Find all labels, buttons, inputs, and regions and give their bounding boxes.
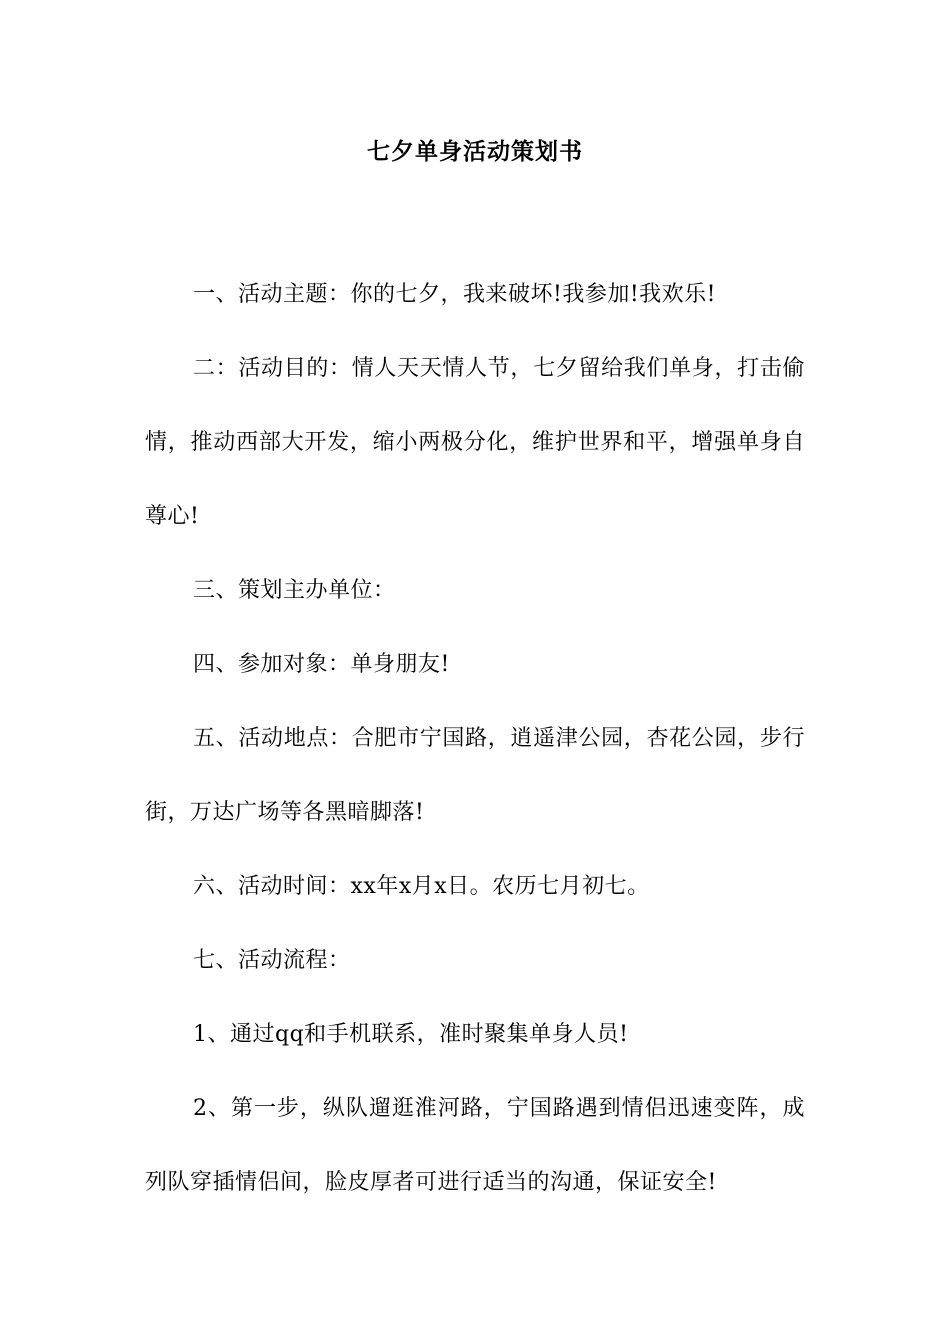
paragraph-time: 六、活动时间：xx年x月x日。农历七月初七。 (193, 874, 650, 899)
paragraph-participants: 四、参加对象：单身朋友! (193, 652, 450, 677)
paragraph-organizer: 三、策划主办单位： (193, 578, 396, 603)
paragraph-step-2: 2、第一步，纵队遛逛淮河路，宁国路遇到情侣迅速变阵，成列队穿插情侣间，脸皮厚者可进行适当的沟通，保证安全! (145, 1096, 805, 1195)
paragraph-process-heading: 七、活动流程： (193, 948, 351, 973)
document-body (145, 258, 805, 1220)
paragraph-step-1: 1、通过qq和手机联系，准时聚集单身人员! (193, 1022, 629, 1047)
paragraph-purpose: 二：活动目的：情人天天情人节，七夕留给我们单身，打击偷情，推动西部大开发，缩小两极分化，维护世界和平，增强单身自尊心! (145, 356, 805, 529)
document-title: 七夕单身活动策划书 (367, 138, 583, 165)
paragraph-theme: 一、活动主题：你的七夕，我来破坏!我参加!我欢乐! (193, 282, 717, 307)
paragraph-location: 五、活动地点：合肥市宁国路，逍遥津公园，杏花公园，步行街，万达广场等各黑暗脚落! (145, 726, 805, 825)
